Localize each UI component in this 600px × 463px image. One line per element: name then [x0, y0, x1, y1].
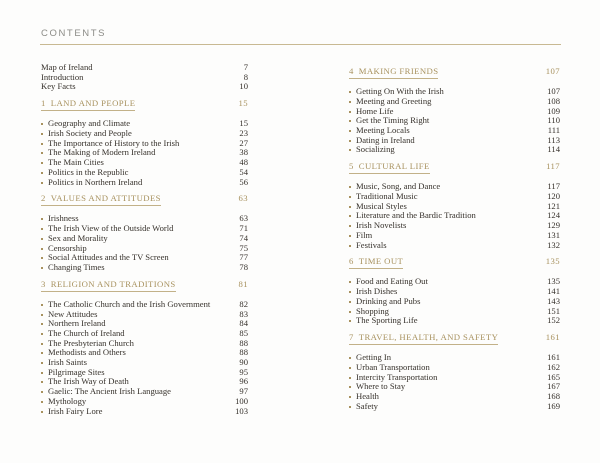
toc-item [41, 263, 248, 273]
toc-item [41, 300, 248, 310]
toc-item-page: 85 [239, 327, 248, 338]
toc-item-page: 161 [547, 352, 560, 363]
toc-item-label: Festivals [356, 240, 387, 250]
toc-item-page: 120 [547, 191, 560, 202]
bullet-icon [41, 343, 43, 345]
toc-item-page: 111 [547, 125, 560, 136]
toc-item [349, 277, 560, 287]
toc-item-page: 90 [239, 357, 248, 368]
bullet-icon [349, 367, 351, 369]
bullet-icon [349, 386, 351, 388]
toc-item-label: Politics in the Republic [48, 167, 129, 177]
bullet-icon [41, 411, 43, 413]
toc-item [349, 231, 560, 241]
bullet-icon [41, 143, 43, 145]
chapter-item-list [41, 214, 248, 272]
toc-item-label: Pilgrimage Sites [48, 367, 105, 377]
toc-item-label: Getting In [356, 353, 392, 363]
toc-item-page: 84 [239, 318, 248, 329]
chapter-title: RELIGION AND TRADITIONS [50, 278, 176, 289]
toc-item-label: Meeting and Greeting [356, 96, 432, 106]
bullet-icon [349, 281, 351, 283]
toc-item-label: Get the Timing Right [356, 116, 430, 126]
bullet-icon [349, 311, 351, 313]
toc-item-label: The Catholic Church and the Irish Government [48, 299, 211, 309]
toc-item-page: 132 [547, 239, 560, 250]
chapter-number: 3 [41, 278, 46, 289]
front-matter-row-page: 7 [243, 62, 248, 72]
toc-item-label: Irish Dishes [356, 287, 398, 297]
toc-item [349, 107, 560, 117]
toc-item-label: Irish Novelists [356, 221, 407, 231]
chapter-page: 161 [545, 331, 560, 342]
toc-item [41, 319, 248, 329]
bullet-icon [349, 120, 351, 122]
chapter-section [41, 280, 248, 417]
bullet-icon [41, 314, 43, 316]
toc-item [41, 129, 248, 139]
toc-item-page: 83 [239, 308, 248, 319]
chapter-section [349, 67, 560, 155]
chapter-section [349, 162, 560, 250]
toc-item [41, 253, 248, 263]
front-matter-row-page: 8 [243, 71, 248, 82]
toc-item [41, 224, 248, 234]
toc-item [349, 87, 560, 97]
toc-item-page: 77 [239, 252, 248, 263]
toc-item [349, 363, 560, 373]
toc-item-label: Dating in Ireland [356, 135, 415, 145]
toc-item-page: 108 [547, 95, 560, 106]
toc-item-label: Health [356, 391, 379, 401]
front-matter-row [41, 63, 248, 73]
toc-item-label: Socializing [356, 145, 395, 155]
toc-item-label: New Attitudes [48, 309, 98, 319]
chapter-heading-text [349, 257, 403, 269]
toc-item [41, 310, 248, 320]
toc-item-label: Irish Society and People [48, 129, 132, 139]
bullet-icon [41, 172, 43, 174]
toc-item-label: The Presbyterian Church [48, 338, 134, 348]
toc-item [349, 182, 560, 192]
bullet-icon [349, 196, 351, 198]
toc-item [349, 136, 560, 146]
toc-item-page: 63 [239, 213, 248, 224]
toc-item [41, 234, 248, 244]
bullet-icon [349, 149, 351, 151]
toc-item-label: Irishness [48, 214, 79, 224]
toc-item-page: 168 [547, 390, 560, 401]
toc-item-page: 78 [239, 261, 248, 272]
chapter-title: VALUES AND ATTITUDES [50, 193, 161, 204]
bullet-icon [41, 372, 43, 374]
toc-item-page: 38 [239, 147, 248, 158]
front-matter-row-label: Introduction [41, 72, 84, 82]
chapter-heading-text [349, 162, 430, 174]
toc-item-label: Politics in Northern Ireland [48, 177, 143, 187]
chapter-section [41, 99, 248, 187]
toc-item [349, 145, 560, 155]
bullet-icon [41, 218, 43, 220]
page-title: CONTENTS [41, 28, 107, 39]
toc-item-page: 107 [547, 86, 560, 97]
toc-item [41, 178, 248, 188]
toc-item-label: Irish Fairy Lore [48, 406, 103, 416]
toc-item-page: 96 [239, 376, 248, 387]
toc-item-label: Drinking and Pubs [356, 296, 421, 306]
bullet-icon [41, 267, 43, 269]
toc-item-page: 109 [547, 105, 560, 116]
chapter-page: 63 [238, 193, 248, 204]
bullet-icon [41, 182, 43, 184]
toc-item-label: Censorship [48, 243, 87, 253]
chapter-heading [349, 257, 560, 269]
toc-item [41, 397, 248, 407]
bullet-icon [349, 111, 351, 113]
toc-item-page: 169 [547, 400, 560, 411]
toc-item-label: The Importance of History to the Irish [48, 138, 180, 148]
chapter-section [349, 333, 560, 411]
chapter-number: 2 [41, 193, 46, 204]
chapter-number: 1 [41, 98, 46, 109]
toc-item-page: 117 [547, 181, 560, 192]
bullet-icon [349, 235, 351, 237]
toc-item-page: 75 [239, 242, 248, 253]
chapter-item-list [349, 182, 560, 250]
toc-item-page: 113 [547, 134, 560, 145]
bullet-icon [349, 320, 351, 322]
chapter-title: LAND AND PEOPLE [50, 98, 136, 109]
toc-item-label: The Irish View of the Outside World [48, 224, 174, 234]
toc-item [41, 148, 248, 158]
toc-item [349, 297, 560, 307]
toc-item-label: Home Life [356, 106, 394, 116]
title-rule [40, 44, 561, 45]
toc-item [349, 402, 560, 412]
toc-item [349, 116, 560, 126]
toc-item-page: 54 [239, 166, 248, 177]
toc-item-label: Safety [356, 401, 378, 411]
toc-item-page: 151 [547, 305, 560, 316]
toc-item [349, 241, 560, 251]
chapter-section [349, 257, 560, 326]
toc-item-label: Intercity Transportation [356, 372, 438, 382]
toc-item-page: 15 [239, 118, 248, 129]
toc-item-page: 97 [239, 386, 248, 397]
chapter-number: 6 [349, 256, 354, 267]
bullet-icon [41, 391, 43, 393]
chapter-page: 107 [545, 66, 560, 76]
toc-item-label: The Church of Ireland [48, 328, 125, 338]
bullet-icon [349, 206, 351, 208]
bullet-icon [349, 396, 351, 398]
toc-item-page: 27 [239, 137, 248, 148]
bullet-icon [41, 381, 43, 383]
toc-item-label: Music, Song, and Dance [356, 182, 441, 192]
toc-item-label: Getting On With the Irish [356, 87, 444, 97]
toc-item-label: Geography and Climate [48, 119, 131, 129]
toc-item-page: 162 [547, 361, 560, 372]
bullet-icon [349, 140, 351, 142]
toc-item-page: 152 [547, 315, 560, 326]
toc-item [349, 373, 560, 383]
bullet-icon [349, 186, 351, 188]
toc-item [41, 387, 248, 397]
bullet-icon [41, 304, 43, 306]
toc-item [41, 407, 248, 417]
bullet-icon [41, 162, 43, 164]
chapter-heading-text [349, 67, 438, 79]
bullet-icon [349, 91, 351, 93]
toc-item [349, 287, 560, 297]
toc-item [349, 211, 560, 221]
bullet-icon [349, 130, 351, 132]
toc-item-page: 129 [547, 220, 560, 231]
toc-item-page: 95 [239, 366, 248, 377]
chapter-item-list [41, 119, 248, 187]
chapter-heading [349, 333, 560, 345]
chapter-heading-text [41, 280, 176, 292]
bullet-icon [349, 377, 351, 379]
toc-item [41, 139, 248, 149]
chapter-heading [41, 99, 248, 111]
toc-item-label: Gaelic: The Ancient Irish Language [48, 387, 171, 397]
toc-item [41, 168, 248, 178]
chapter-page: 81 [238, 278, 248, 289]
toc-item [41, 244, 248, 254]
toc-item [41, 358, 248, 368]
bullet-icon [41, 228, 43, 230]
toc-item-page: 88 [239, 337, 248, 348]
bullet-icon [349, 101, 351, 103]
toc-item-page: 82 [239, 298, 248, 309]
toc-item-label: Traditional Music [356, 192, 418, 202]
toc-item-page: 110 [547, 115, 560, 126]
toc-item-page: 121 [547, 200, 560, 211]
toc-item-label: Sex and Morality [48, 233, 108, 243]
toc-item [349, 316, 560, 326]
toc-item-page: 103 [235, 405, 248, 416]
chapter-title: MAKING FRIENDS [358, 66, 439, 76]
bullet-icon [349, 291, 351, 293]
toc-column-right [349, 67, 560, 411]
chapter-heading [349, 162, 560, 174]
toc-item [41, 158, 248, 168]
bullet-icon [41, 133, 43, 135]
chapter-heading [41, 194, 248, 206]
toc-item-label: Social Attitudes and the TV Screen [48, 253, 169, 263]
bullet-icon [349, 406, 351, 408]
bullet-icon [349, 301, 351, 303]
chapter-item-list [41, 300, 248, 416]
toc-item [41, 119, 248, 129]
bullet-icon [41, 401, 43, 403]
toc-item [41, 377, 248, 387]
toc-item [349, 192, 560, 202]
toc-item-label: Irish Saints [48, 358, 87, 368]
front-matter-row [41, 73, 248, 83]
bullet-icon [41, 352, 43, 354]
bullet-icon [41, 123, 43, 125]
toc-item [349, 97, 560, 107]
toc-item-label: Urban Transportation [356, 362, 430, 372]
toc-item-page: 71 [239, 223, 248, 234]
toc-item [349, 307, 560, 317]
toc-item-label: The Irish Way of Death [48, 377, 129, 387]
chapter-page: 117 [546, 161, 560, 172]
chapter-number: 4 [349, 66, 354, 76]
bullet-icon [349, 225, 351, 227]
toc-item-page: 124 [547, 210, 560, 221]
chapter-heading-text [349, 333, 498, 345]
chapter-item-list [349, 87, 560, 155]
bullet-icon [349, 215, 351, 217]
toc-item-label: The Sporting Life [356, 316, 418, 326]
bullet-icon [349, 357, 351, 359]
toc-item [349, 202, 560, 212]
toc-item [349, 126, 560, 136]
bullet-icon [41, 238, 43, 240]
toc-item [349, 382, 560, 392]
bullet-icon [41, 333, 43, 335]
toc-item [349, 392, 560, 402]
toc-item-page: 135 [547, 276, 560, 287]
toc-item-page: 48 [239, 157, 248, 168]
chapter-heading [349, 67, 560, 79]
toc-item [41, 368, 248, 378]
bullet-icon [41, 248, 43, 250]
chapter-heading [41, 280, 248, 292]
toc-item-page: 165 [547, 371, 560, 382]
toc-item-label: Where to Stay [356, 382, 406, 392]
toc-item-label: Literature and the Bardic Tradition [356, 211, 476, 221]
front-matter-row-label: Map of Ireland [41, 63, 93, 72]
front-matter-row-page: 10 [239, 81, 248, 92]
toc-item-page: 88 [239, 347, 248, 358]
toc-item-label: The Main Cities [48, 158, 104, 168]
bullet-icon [349, 245, 351, 247]
chapter-item-list [349, 353, 560, 411]
toc-item-page: 56 [239, 176, 248, 187]
toc-item-page: 143 [547, 295, 560, 306]
toc-item-page: 131 [547, 229, 560, 240]
toc-item [41, 339, 248, 349]
toc-item-page: 114 [547, 144, 560, 155]
chapter-page: 15 [238, 98, 248, 109]
toc-item-page: 74 [239, 232, 248, 243]
chapter-item-list [349, 277, 560, 326]
toc-item [349, 353, 560, 363]
bullet-icon [41, 323, 43, 325]
toc-item [41, 348, 248, 358]
toc-item-label: Shopping [356, 306, 389, 316]
toc-item-label: Meeting Locals [356, 126, 410, 136]
toc-item-label: Musical Styles [356, 201, 407, 211]
toc-item-label: Mythology [48, 396, 87, 406]
toc-item [41, 214, 248, 224]
toc-item-page: 141 [547, 286, 560, 297]
chapter-title: TRAVEL, HEALTH, AND SAFETY [358, 331, 499, 342]
bullet-icon [41, 362, 43, 364]
toc-column-left [41, 63, 248, 416]
front-matter-row-label: Key Facts [41, 82, 76, 92]
toc-item-label: Film [356, 230, 373, 240]
toc-item-page: 23 [239, 128, 248, 139]
toc-item [349, 221, 560, 231]
toc-item-label: Changing Times [48, 262, 105, 272]
toc-item-label: Northern Ireland [48, 319, 106, 329]
chapter-section [41, 194, 248, 272]
toc-item-page: 167 [547, 381, 560, 392]
chapter-title: TIME OUT [358, 256, 404, 267]
chapter-page: 135 [545, 256, 560, 267]
toc-item [41, 329, 248, 339]
chapter-number: 7 [349, 331, 354, 342]
toc-item-label: Methodists and Others [48, 348, 126, 358]
toc-item-label: Food and Eating Out [356, 277, 428, 287]
chapter-heading-text [41, 99, 135, 111]
bullet-icon [41, 257, 43, 259]
toc-item-page: 100 [235, 395, 248, 406]
front-matter-row [41, 82, 248, 92]
toc-item-label: The Making of Modern Ireland [48, 148, 156, 158]
front-matter-list [41, 63, 248, 92]
chapter-number: 5 [349, 161, 354, 172]
chapter-heading-text [41, 194, 161, 206]
bullet-icon [41, 152, 43, 154]
chapter-title: CULTURAL LIFE [358, 161, 430, 172]
